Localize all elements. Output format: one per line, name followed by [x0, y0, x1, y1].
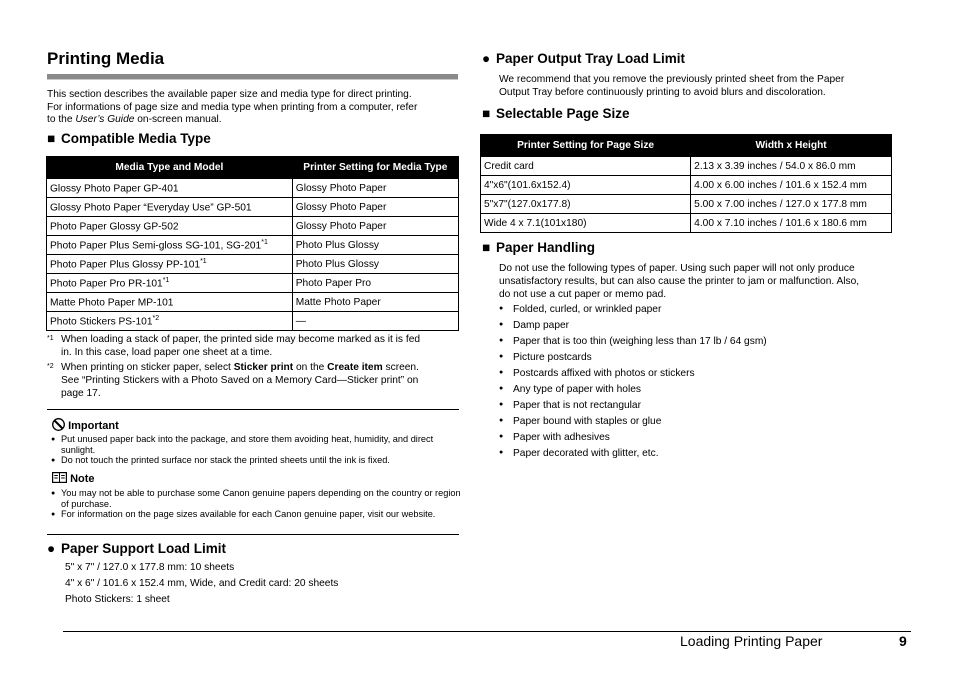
output-line: Output Tray before continuously printing to avoid blurs and discoloration.	[499, 87, 826, 98]
divider	[47, 409, 459, 410]
table-cell: Glossy Photo Paper	[292, 198, 458, 217]
media-type-table	[46, 156, 459, 331]
title-rule-shadow	[47, 79, 458, 80]
table-cell: 4.00 x 6.00 inches / 101.6 x 152.4 mm	[691, 176, 892, 195]
square-bullet-icon: ■	[482, 106, 491, 121]
note-heading	[52, 472, 95, 485]
table-cell: Photo Paper Glossy GP-502	[47, 217, 293, 236]
table-header: Media Type and Model	[47, 157, 293, 179]
footnote-2	[61, 361, 461, 400]
compatible-heading	[47, 131, 211, 146]
footnote-line: When loading a stack of paper, the printed side may become marked as it is fed	[61, 334, 421, 345]
note-label: Note	[70, 473, 95, 485]
table-header-row	[481, 135, 892, 157]
support-line: 4" x 6" / 101.6 x 152.4 mm, Wide, and Credit card: 20 sheets	[65, 578, 339, 589]
intro-line: For informations of page size and media type when printing from a computer, refer	[47, 101, 418, 113]
page-size-heading-label: Selectable Page Size	[496, 106, 630, 121]
support-line: 5" x 7" / 127.0 x 177.8 mm: 10 sheets	[65, 562, 235, 573]
footnote-line: When printing on sticker paper, select Sticker print on the Create item screen.	[61, 362, 419, 373]
support-heading-label: Paper Support Load Limit	[61, 541, 227, 556]
table-cell: Glossy Photo Paper “Everyday Use” GP-501	[47, 198, 293, 217]
table-cell: 2.13 x 3.39 inches / 54.0 x 86.0 mm	[691, 157, 892, 176]
table-row	[481, 157, 892, 176]
footnote-marker: *2	[47, 363, 54, 370]
compatible-heading-label: Compatible Media Type	[61, 131, 211, 146]
table-header: Printer Setting for Media Type	[292, 157, 458, 179]
table-cell: Photo Plus Glossy	[292, 236, 458, 255]
handling-heading	[482, 240, 595, 255]
table-row	[481, 214, 892, 233]
table-row	[481, 176, 892, 195]
table-cell: Credit card	[481, 157, 691, 176]
list-item: ● Folded, curled, or wrinkled paper	[499, 304, 661, 315]
note-icon	[52, 472, 67, 483]
handling-heading-label: Paper Handling	[496, 240, 596, 255]
table-cell: Photo Plus Glossy	[292, 255, 458, 274]
table-cell: Photo Stickers PS-101$^{*2}$	[47, 312, 293, 331]
list-item: ● Picture postcards	[499, 352, 592, 363]
divider	[47, 534, 459, 535]
important-label: Important	[68, 420, 119, 432]
list-item: ● Damp paper	[499, 320, 569, 331]
intro-line: This section describes the available paper size and media type for direct printing.	[47, 89, 412, 100]
table-header: Printer Setting for Page Size	[481, 135, 691, 157]
handling-line: Do not use the following types of paper. Using such paper will not only produce	[499, 263, 855, 274]
table-cell: Wide 4 x 7.1(101x180)	[481, 214, 691, 233]
table-cell: Photo Paper Pro	[292, 274, 458, 293]
footnote-1	[61, 333, 461, 359]
intro-text	[47, 89, 459, 127]
table-cell: Glossy Photo Paper	[292, 217, 458, 236]
table-row	[47, 274, 459, 293]
page-title: Printing Media	[47, 49, 165, 68]
table-cell: Photo Paper Pro PR-101$^{*1}$	[47, 274, 293, 293]
list-item: ● Paper decorated with glitter, etc.	[499, 448, 659, 459]
table-row	[47, 255, 459, 274]
support-heading	[47, 541, 226, 556]
list-item: ● Any type of paper with holes	[499, 384, 641, 395]
list-item: ● Paper bound with staples or glue	[499, 416, 661, 427]
round-bullet-icon: ●	[47, 541, 56, 556]
important-icon	[52, 418, 65, 431]
table-cell: —	[292, 312, 458, 331]
table-row	[481, 195, 892, 214]
footnote-line: in. In this case, load paper one sheet at a time.	[61, 347, 273, 358]
support-line: Photo Stickers: 1 sheet	[65, 594, 170, 605]
handling-intro	[499, 262, 899, 301]
footnote-line: See “Printing Stickers with a Photo Saved on a Memory Card—Sticker print” on	[61, 375, 419, 386]
table-cell: Glossy Photo Paper	[292, 179, 458, 198]
output-text	[499, 73, 899, 99]
list-item: ● Paper that is too thin (weighing less than 17 lb / 64 gsm)	[499, 336, 767, 347]
table-row	[47, 312, 459, 331]
round-bullet-icon: ●	[482, 51, 491, 66]
table-row	[47, 293, 459, 312]
list-item: ● Put unused paper back into the package, and store them avoiding heat, humidity, and direct sunlight.	[51, 434, 469, 456]
table-cell: Photo Paper Plus Semi-gloss SG-101, SG-201$^{*1}$	[47, 236, 293, 255]
output-heading	[482, 51, 685, 66]
output-line: We recommend that you remove the previously printed sheet from the Paper	[499, 74, 845, 85]
table-cell: Matte Photo Paper	[292, 293, 458, 312]
table-cell: 5.00 x 7.00 inches / 127.0 x 177.8 mm	[691, 195, 892, 214]
important-heading	[52, 418, 119, 432]
table-row	[47, 198, 459, 217]
square-bullet-icon: ■	[47, 131, 56, 146]
list-item: ● Paper that is not rectangular	[499, 400, 641, 411]
table-row	[47, 236, 459, 255]
table-row	[47, 179, 459, 198]
page-size-heading	[482, 106, 630, 121]
list-item: ● Postcards affixed with photos or stickers	[499, 368, 695, 379]
table-header-row	[47, 157, 459, 179]
table-cell: Matte Photo Paper MP-101	[47, 293, 293, 312]
output-heading-label: Paper Output Tray Load Limit	[496, 51, 686, 66]
table-cell: 5"x7"(127.0x177.8)	[481, 195, 691, 214]
square-bullet-icon: ■	[482, 240, 491, 255]
footnote-marker: *1	[47, 335, 54, 342]
handling-line: unsatisfactory results, but can also cause the printer to jam or malfunction. Also,	[499, 276, 860, 287]
list-item: ● Paper with adhesives	[499, 432, 610, 443]
handling-line: do not use a cut paper or memo pad.	[499, 289, 667, 300]
footer-section-title: Loading Printing Paper	[680, 633, 823, 649]
table-cell: Photo Paper Plus Glossy PP-101$^{*1}$	[47, 255, 293, 274]
table-cell: 4"x6"(101.6x152.4)	[481, 176, 691, 195]
table-header: Width x Height	[691, 135, 892, 157]
table-row	[47, 217, 459, 236]
list-item: ● Do not touch the printed surface nor stack the printed sheets until the ink is fixed.	[51, 455, 469, 466]
page-size-table	[480, 134, 892, 233]
page-number: 9	[899, 633, 907, 649]
footer-rule	[63, 631, 911, 632]
list-item: ● You may not be able to purchase some Canon genuine papers depending on the country or region of purchase.	[51, 488, 469, 510]
intro-line: to the User’s Guide on-screen manual.	[47, 114, 222, 125]
table-cell: 4.00 x 7.10 inches / 101.6 x 180.6 mm	[691, 214, 892, 233]
footnote-line: page 17.	[61, 388, 101, 399]
table-cell: Glossy Photo Paper GP-401	[47, 179, 293, 198]
list-item: ● For information on the page sizes available for each Canon genuine paper, visit our website.	[51, 509, 469, 520]
